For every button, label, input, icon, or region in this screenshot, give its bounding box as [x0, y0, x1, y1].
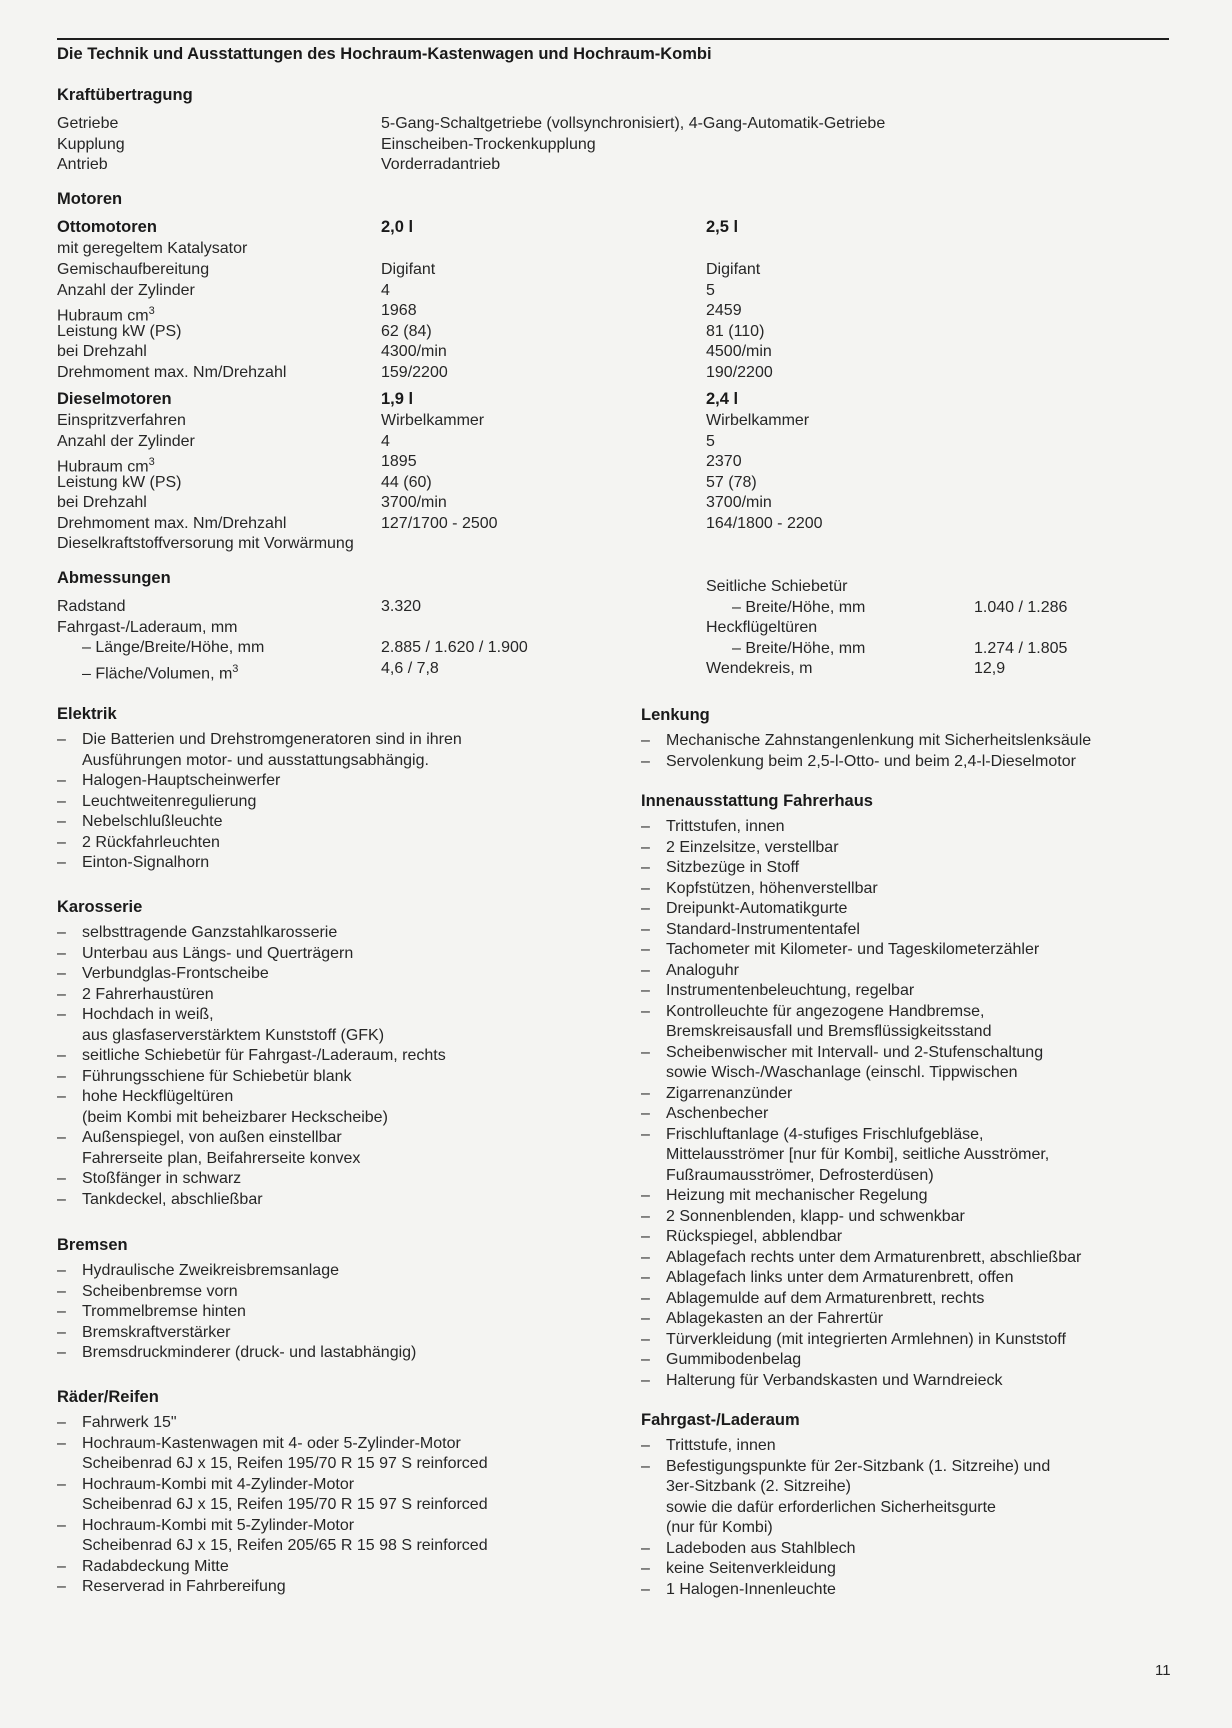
heading-motoren: Motoren — [57, 190, 123, 208]
list-item-line: – Führungsschiene für Schiebetür blank — [82, 1067, 352, 1085]
section-innenausstattung — [641, 792, 1081, 1391]
cell-label: – Fläche/Volumen, m — [82, 664, 233, 682]
list-item — [641, 858, 1081, 879]
list-item — [57, 1413, 488, 1434]
list-item-line: – seitliche Schiebetür für Fahrgast-/Laderaum, rechts — [82, 1047, 446, 1064]
list-item — [641, 1002, 1081, 1043]
cell-v2: 190/2200 — [706, 363, 773, 381]
list-item-line: – Einton-Signalhorn — [82, 854, 210, 871]
cell-v2: 164/1800 - 2200 — [706, 514, 823, 532]
list-item — [641, 1559, 1050, 1580]
cell-label: Heckflügeltüren — [706, 619, 818, 636]
cell-label: Antrieb — [57, 156, 108, 173]
list-item-line: – Hochdach in weiß, — [82, 1006, 214, 1023]
list-item-line: – Fahrwerk 15" — [82, 1414, 177, 1431]
list-item — [57, 1190, 446, 1211]
lenkung-list — [641, 731, 1091, 772]
list-item — [641, 1436, 1050, 1457]
cell-label: Leistung kW (PS) — [57, 322, 182, 340]
cell-v2: 57 (78) — [706, 473, 757, 491]
list-item — [57, 964, 446, 985]
list-item — [57, 1323, 416, 1344]
cell-label: Wendekreis, m — [706, 660, 813, 677]
cell-v2: Wirbelkammer — [706, 412, 810, 429]
section-karosserie — [57, 898, 446, 1210]
list-item-line: sowie Wisch-/Waschanlage (einschl. Tippwischen — [666, 1064, 1018, 1081]
superscript-unit: 3 — [148, 456, 155, 468]
page-title: Die Technik und Ausstattungen des Hochraum-Kastenwagen und Hochraum-Kombi — [57, 45, 712, 63]
list-item-line: – 2 Rückfahrleuchten — [82, 833, 220, 851]
list-item — [641, 879, 1081, 900]
cell-v1: Wirbelkammer — [381, 412, 485, 429]
list-item-line: Fußraumausströmer, Defrosterdüsen) — [666, 1166, 934, 1184]
elektrik-list — [57, 730, 462, 874]
cell-label: Gemischaufbereitung — [57, 261, 210, 278]
list-item-line: Bremskreisausfall und Bremsflüssigkeitsstand — [666, 1023, 992, 1040]
cell-v2: 5 — [706, 432, 715, 450]
list-item-line: – keine Seitenverkleidung — [666, 1560, 836, 1577]
cell-label: Anzahl der Zylinder — [57, 281, 195, 299]
list-item-line: – 1 Halogen-Innenleuchte — [666, 1580, 836, 1598]
list-item-line: – Kopfstützen, höhenverstellbar — [666, 879, 878, 897]
heading-innenausstattung: Innenausstattung Fahrerhaus — [641, 792, 873, 810]
list-item — [57, 1475, 488, 1516]
cell-v1: 1968 — [381, 302, 417, 319]
list-item — [641, 1084, 1081, 1105]
otto-note: mit geregeltem Katalysator — [57, 240, 248, 257]
cell-value: 2.885 / 1.620 / 1.900 — [381, 639, 528, 656]
innen-list — [641, 817, 1081, 1391]
list-item — [641, 1457, 1050, 1539]
list-item-line: – Mechanische Zahnstangenlenkung mit Sicherheitslenksäule — [666, 732, 1092, 749]
list-item — [57, 1577, 488, 1598]
list-item-line: – 2 Einzelsitze, verstellbar — [666, 838, 839, 856]
cell-label: – Breite/Höhe, mm — [732, 598, 866, 616]
list-item-line: Scheibenrad 6J x 15, Reifen 195/70 R 15 97 S reinforced — [82, 1455, 488, 1472]
list-item-line: sowie die dafür erforderlichen Sicherheitsgurte — [666, 1498, 996, 1516]
list-item-line: – Außenspiegel, von außen einstellbar — [82, 1129, 342, 1146]
list-item-line: – Trittstufe, innen — [666, 1437, 776, 1454]
cell-v1: Digifant — [381, 261, 436, 278]
cell-label: Drehmoment max. Nm/Drehzahl — [57, 514, 287, 532]
heading-dieselmotoren: Dieselmotoren — [57, 390, 172, 408]
cell-v2: 2370 — [706, 453, 742, 470]
cell-label: Hubraum cm — [57, 458, 149, 476]
cell-label: Drehmoment max. Nm/Drehzahl — [57, 363, 287, 381]
cell-label: bei Drehzahl — [57, 494, 147, 511]
cell-v1: 127/1700 - 2500 — [381, 514, 498, 532]
cell-v1: 1895 — [381, 453, 417, 470]
list-item — [641, 1268, 1081, 1289]
section-fahrgast-laderaum — [641, 1411, 1050, 1600]
list-item — [57, 944, 446, 965]
cell-value: 1.040 / 1.286 — [974, 598, 1068, 616]
list-item — [57, 1343, 416, 1364]
list-item-line: – Hochraum-Kombi mit 4-Zylinder-Motor — [82, 1475, 355, 1493]
superscript-unit: 3 — [232, 662, 239, 675]
list-item-line: – Halogen-Hauptscheinwerfer — [82, 772, 281, 789]
list-item — [57, 833, 462, 854]
list-item-line: – Scheibenwischer mit Intervall- und 2-Stufenschaltung — [666, 1043, 1044, 1061]
cell-label: Anzahl der Zylinder — [57, 432, 195, 450]
list-item-line: – Ablagefach rechts unter dem Armaturenbrett, abschließbar — [666, 1248, 1082, 1266]
list-item-line: Scheibenrad 6J x 15, Reifen 205/65 R 15 98 S reinforced — [82, 1537, 488, 1554]
list-item — [641, 1248, 1081, 1269]
list-item — [641, 1207, 1081, 1228]
list-item — [641, 1289, 1081, 1310]
list-item — [57, 1067, 446, 1088]
page-number: 11 — [1155, 1662, 1171, 1679]
list-item-line: – Trittstufen, innen — [666, 818, 785, 835]
list-item — [57, 792, 462, 813]
cell-label-wrap — [82, 659, 238, 685]
list-item — [641, 920, 1081, 941]
list-item-line: – Verbundglas-Frontscheibe — [82, 965, 269, 982]
list-item-line: – Dreipunkt-Automatikgurte — [666, 900, 848, 917]
list-item-line: – Rückspiegel, abblendbar — [666, 1228, 843, 1245]
cell-v1: 4 — [381, 281, 390, 299]
list-item — [57, 1434, 488, 1475]
cell-v2: 4500/min — [706, 343, 772, 360]
list-item — [57, 923, 446, 944]
list-item-line: 3er-Sitzbank (2. Sitzreihe) — [666, 1478, 851, 1495]
cell-value: 4,6 / 7,8 — [381, 659, 439, 677]
raeder-list — [57, 1413, 488, 1598]
cell-v1: 159/2200 — [381, 363, 448, 381]
list-item — [641, 981, 1081, 1002]
list-item — [641, 1580, 1050, 1601]
list-item — [57, 1169, 446, 1190]
heading-kraftuebertragung: Kraftübertragung — [57, 86, 193, 104]
section-bremsen — [57, 1236, 416, 1364]
heading-bremsen: Bremsen — [57, 1236, 128, 1254]
list-item — [641, 1043, 1081, 1084]
cell-label: bei Drehzahl — [57, 343, 147, 360]
cell-label: Seitliche Schiebetür — [706, 578, 848, 595]
cell-v1: 4300/min — [381, 343, 447, 360]
list-item-line: – Gummibodenbelag — [666, 1351, 802, 1368]
list-item — [641, 731, 1091, 752]
list-item — [641, 961, 1081, 982]
list-item — [57, 812, 462, 833]
list-item-line: – Leuchtweitenregulierung — [82, 792, 257, 810]
cell-v1: 4 — [381, 432, 390, 450]
list-item — [57, 1005, 446, 1046]
cell-v1: 62 (84) — [381, 322, 432, 340]
list-item — [57, 1516, 488, 1557]
list-item — [57, 771, 462, 792]
cell-label: Hubraum cm — [57, 307, 149, 325]
list-item — [641, 838, 1081, 859]
heading-fahrgast-laderaum: Fahrgast-/Laderaum — [641, 1411, 800, 1429]
diesel-col1-header: 1,9 l — [381, 390, 414, 408]
list-item-line: – Bremskraftverstärker — [82, 1323, 231, 1341]
cell-value: 5-Gang-Schaltgetriebe (vollsynchronisiert), 4-Gang-Automatik-Getriebe — [381, 115, 886, 132]
list-item-line: – Halterung für Verbandskasten und Warndreieck — [666, 1371, 1003, 1389]
heading-abmessungen: Abmessungen — [57, 569, 171, 587]
list-item-line: – Hochraum-Kombi mit 5-Zylinder-Motor — [82, 1516, 355, 1534]
list-item-line: Fahrerseite plan, Beifahrerseite konvex — [82, 1149, 361, 1167]
section-lenkung — [641, 706, 1091, 772]
list-item — [641, 1350, 1081, 1371]
cell-v2: 81 (110) — [706, 322, 765, 340]
cell-label: – Breite/Höhe, mm — [732, 639, 866, 657]
cell-v2: 2459 — [706, 302, 742, 319]
cell-label: Getriebe — [57, 115, 119, 132]
bremsen-list — [57, 1261, 416, 1364]
list-item-line: aus glasfaserverstärktem Kunststoff (GFK) — [82, 1026, 385, 1044]
list-item — [57, 1302, 416, 1323]
list-item — [641, 940, 1081, 961]
list-item-line: – Reserverad in Fahrbereifung — [82, 1578, 286, 1595]
cell-value: 12,9 — [974, 660, 1006, 677]
list-item-line: – Die Batterien und Drehstromgeneratoren sind in ihren — [82, 731, 462, 748]
list-item — [641, 1330, 1081, 1351]
list-item-line: – Befestigungspunkte für 2er-Sitzbank (1. Sitzreihe) und — [666, 1457, 1051, 1475]
list-item-line: – Aschenbecher — [666, 1105, 769, 1122]
list-item — [57, 1046, 446, 1067]
cell-value: 1.274 / 1.805 — [974, 639, 1068, 657]
diesel-note: Dieselkraftstoffversorung mit Vorwärmung — [57, 535, 354, 552]
cell-v1: 3700/min — [381, 494, 447, 511]
list-item — [57, 1087, 446, 1128]
list-item-line: – Ablagefach links unter dem Armaturenbrett, offen — [666, 1269, 1014, 1286]
list-item-line: – Ablagemulde auf dem Armaturenbrett, rechts — [666, 1289, 985, 1307]
list-item-line: – Zigarrenanzünder — [666, 1084, 793, 1102]
list-item — [57, 1282, 416, 1303]
cell-label: – Länge/Breite/Höhe, mm — [82, 639, 265, 656]
list-item-line: – Nebelschlußleuchte — [82, 813, 223, 830]
list-item-line: – Tankdeckel, abschließbar — [82, 1190, 263, 1208]
list-item-line: – Bremsdruckminderer (druck- und lastabhängig) — [82, 1344, 417, 1361]
list-item-line: – Sitzbezüge in Stoff — [666, 859, 800, 876]
list-item — [641, 752, 1091, 773]
top-rule — [57, 38, 1169, 40]
list-item-line: Scheibenrad 6J x 15, Reifen 195/70 R 15 97 S reinforced — [82, 1496, 488, 1513]
list-item-line: – Unterbau aus Längs- und Querträgern — [82, 944, 354, 962]
list-item-line: – Scheibenbremse vorn — [82, 1282, 238, 1300]
list-item — [641, 899, 1081, 920]
list-item-line: – Hydraulische Zweikreisbremsanlage — [82, 1262, 339, 1279]
cell-label: Radstand — [57, 598, 126, 615]
list-item — [57, 985, 446, 1006]
otto-col2-header: 2,5 l — [706, 218, 739, 236]
list-item-line: – Hochraum-Kastenwagen mit 4- oder 5-Zylinder-Motor — [82, 1434, 461, 1452]
diesel-col2-header: 2,4 l — [706, 390, 739, 408]
heading-elektrik: Elektrik — [57, 705, 117, 723]
list-item — [641, 1227, 1081, 1248]
otto-col1-header: 2,0 l — [381, 218, 414, 236]
list-item-line: – hohe Heckflügeltüren — [82, 1088, 234, 1105]
list-item — [641, 1186, 1081, 1207]
heading-karosserie: Karosserie — [57, 898, 143, 916]
list-item-line: – Radabdeckung Mitte — [82, 1557, 229, 1575]
list-item-line: – Heizung mit mechanischer Regelung — [666, 1187, 928, 1204]
list-item-line: – 2 Sonnenblenden, klapp- und schwenkbar — [666, 1207, 965, 1225]
list-item — [641, 1104, 1081, 1125]
cell-v1: 44 (60) — [381, 473, 432, 491]
heading-ottomotoren: Ottomotoren — [57, 218, 157, 236]
superscript-unit: 3 — [148, 305, 155, 317]
list-item-line: (nur für Kombi) — [666, 1519, 773, 1536]
list-item — [57, 1128, 446, 1169]
list-item-line: – Frischluftanlage (4-stufiges Frischlufgebläse, — [666, 1125, 984, 1143]
list-item-line: – Servolenkung beim 2,5-l-Otto- und beim 2,4-l-Dieselmotor — [666, 752, 1076, 770]
list-item — [641, 1125, 1081, 1187]
cell-v2: Digifant — [706, 261, 761, 278]
list-item-line: – 2 Fahrerhaustüren — [82, 985, 214, 1003]
list-item — [57, 853, 462, 874]
heading-raeder-reifen: Räder/Reifen — [57, 1388, 159, 1406]
cell-label: Fahrgast-/Laderaum, mm — [57, 618, 238, 636]
cell-label: Leistung kW (PS) — [57, 473, 182, 491]
list-item — [641, 1309, 1081, 1330]
list-item-line: Ausführungen motor- und ausstattungsabhängig. — [82, 751, 429, 769]
cell-v2: 3700/min — [706, 494, 772, 511]
list-item — [641, 1371, 1081, 1392]
fahrgast-list — [641, 1436, 1050, 1600]
cell-value: Vorderradantrieb — [381, 156, 501, 173]
heading-lenkung: Lenkung — [641, 706, 710, 724]
cell-value: Einscheiben-Trockenkupplung — [381, 135, 596, 153]
list-item — [57, 1261, 416, 1282]
list-item-line: – Tachometer mit Kilometer- und Tageskilometerzähler — [666, 941, 1040, 958]
list-item — [641, 817, 1081, 838]
list-item-line: – Analoguhr — [666, 961, 739, 979]
cell-label: Einspritzverfahren — [57, 412, 186, 429]
list-item-line: – selbsttragende Ganzstahlkarosserie — [82, 924, 338, 941]
section-elektrik — [57, 705, 462, 874]
list-item — [57, 1557, 488, 1578]
list-item-line: – Instrumentenbeleuchtung, regelbar — [666, 982, 915, 999]
list-item-line: – Ladeboden aus Stahlblech — [666, 1539, 856, 1557]
cell-label: Kupplung — [57, 135, 125, 153]
list-item-line: – Stoßfänger in schwarz — [82, 1170, 242, 1187]
section-raeder-reifen — [57, 1388, 488, 1598]
list-item — [57, 730, 462, 771]
list-item-line: – Kontrolleuchte für angezogene Handbremse, — [666, 1002, 985, 1020]
list-item — [641, 1539, 1050, 1560]
cell-v2: 5 — [706, 281, 715, 299]
list-item-line: Mittelausströmer [nur für Kombi], seitliche Ausströmer, — [666, 1146, 1050, 1163]
list-item-line: – Standard-Instrumententafel — [666, 920, 860, 938]
karosserie-list — [57, 923, 446, 1210]
cell-value: 3.320 — [381, 598, 422, 615]
list-item-line: – Trommelbremse hinten — [82, 1303, 246, 1320]
list-item-line: – Türverkleidung (mit integrierten Armlehnen) in Kunststoff — [666, 1330, 1066, 1348]
list-item-line: – Ablagekasten an der Fahrertür — [666, 1310, 884, 1327]
list-item-line: (beim Kombi mit beheizbarer Heckscheibe) — [82, 1108, 388, 1126]
